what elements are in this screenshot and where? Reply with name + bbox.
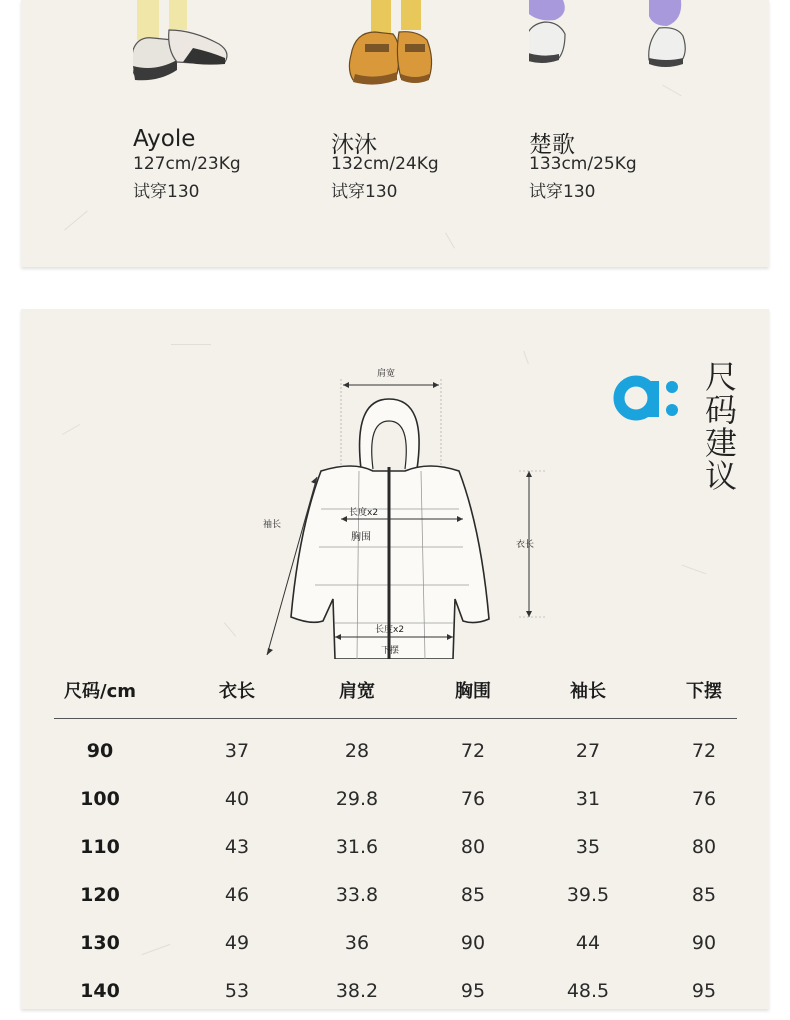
table-body	[54, 732, 737, 1020]
sleeve-cell: 44	[575, 932, 601, 954]
model-height-weight: 127cm/23Kg	[133, 154, 241, 174]
hem-cell: 95	[691, 980, 717, 1002]
label-body-length: 衣长	[516, 540, 535, 550]
sleeve-cell: 35	[575, 836, 601, 858]
table-row	[54, 828, 737, 876]
brand-logo-icon	[608, 367, 683, 422]
sleeve-cell: 31	[575, 788, 601, 810]
table-row	[54, 972, 737, 1020]
size-cell: 130	[80, 932, 120, 954]
table-header	[54, 674, 737, 719]
model-name: 楚歌	[529, 132, 575, 158]
size-guide-card	[21, 309, 769, 1009]
hem-cell: 80	[691, 836, 717, 858]
shoulder-cell: 31.6	[335, 836, 379, 858]
label-chest: 胸围	[351, 532, 371, 543]
model-card-2	[331, 0, 521, 267]
header-hem: 下摆	[686, 681, 722, 702]
size-guide-title	[701, 358, 741, 495]
size-cell: 90	[86, 740, 114, 762]
model-trial-size: 试穿130	[133, 182, 200, 202]
header-shoulder: 肩宽	[339, 681, 375, 702]
label-hem: 下摆	[381, 646, 400, 656]
chest-cell: 76	[460, 788, 486, 810]
shoulder-cell: 33.8	[335, 884, 379, 906]
model-3-feet-photo	[529, 0, 719, 100]
label-chest-length: 长度x2	[349, 508, 379, 518]
chest-cell: 72	[460, 740, 486, 762]
header-chest: 胸围	[455, 681, 491, 702]
jacket-outline-icon	[249, 359, 549, 659]
header-sleeve: 袖长	[570, 681, 606, 702]
model-card-1	[133, 0, 323, 267]
chest-cell: 80	[460, 836, 486, 858]
title-char: 建	[704, 424, 737, 462]
chest-cell: 90	[460, 932, 486, 954]
model-1-feet-photo	[133, 0, 323, 100]
shoulder-cell: 36	[344, 932, 370, 954]
size-cell: 140	[80, 980, 120, 1002]
shoulder-cell: 29.8	[335, 788, 379, 810]
hem-cell: 76	[691, 788, 717, 810]
size-cell: 110	[80, 836, 120, 858]
model-name: 沐沐	[331, 132, 377, 158]
model-trial-size: 试穿130	[331, 182, 398, 202]
model-height-weight: 132cm/24Kg	[331, 154, 439, 174]
title-char: 码	[704, 391, 737, 429]
body-length-cell: 49	[224, 932, 250, 954]
sleeve-cell: 27	[575, 740, 601, 762]
model-2-feet-photo	[331, 0, 521, 100]
header-body-length: 衣长	[219, 681, 255, 702]
body-length-cell: 40	[224, 788, 250, 810]
table-row	[54, 876, 737, 924]
hem-cell: 85	[691, 884, 717, 906]
size-table	[54, 674, 737, 1002]
sleeve-cell: 48.5	[566, 980, 610, 1002]
body-length-cell: 37	[224, 740, 250, 762]
model-height-weight: 133cm/25Kg	[529, 154, 637, 174]
table-row	[54, 732, 737, 780]
size-cell: 120	[80, 884, 120, 906]
chest-cell: 85	[460, 884, 486, 906]
chest-cell: 95	[460, 980, 486, 1002]
label-sleeve: 袖长	[263, 520, 282, 530]
header-divider	[54, 718, 737, 719]
jacket-measurement-diagram	[249, 359, 549, 659]
body-length-cell: 53	[224, 980, 250, 1002]
title-char: 尺	[704, 358, 737, 396]
label-shoulder: 肩宽	[377, 369, 396, 379]
model-fit-card	[21, 0, 769, 267]
size-cell: 100	[80, 788, 120, 810]
shoulder-cell: 38.2	[335, 980, 379, 1002]
model-card-3	[529, 0, 719, 267]
label-hem-length: 长度x2	[375, 625, 405, 635]
model-name: Ayole	[133, 126, 196, 152]
title-char: 议	[704, 457, 737, 495]
shoulder-cell: 28	[344, 740, 370, 762]
hem-cell: 72	[691, 740, 717, 762]
model-trial-size: 试穿130	[529, 182, 596, 202]
table-row	[54, 924, 737, 972]
hem-cell: 90	[691, 932, 717, 954]
header-size: 尺码/cm	[64, 681, 136, 702]
body-length-cell: 46	[224, 884, 250, 906]
sleeve-cell: 39.5	[566, 884, 610, 906]
table-row	[54, 780, 737, 828]
body-length-cell: 43	[224, 836, 250, 858]
